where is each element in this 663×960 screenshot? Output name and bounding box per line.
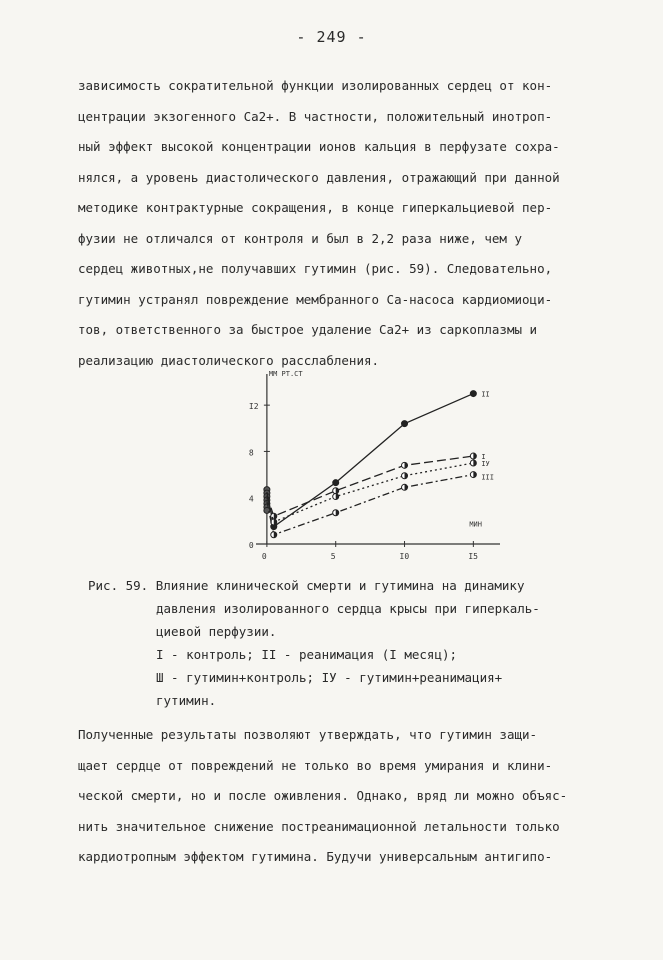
caption-line: давления изолированного сердца крысы при гиперкаль- — [156, 601, 540, 616]
text-line: ческой смерти, но и после оживления. Однако, вряд ли можно объяс- — [78, 788, 568, 803]
text-line: фузии не отличался от контроля и был в 2,2 раза ниже, чем у — [78, 230, 523, 246]
text-line: гутимин устранял повреждение мембранного Ca-насоса кардиомиоци- — [78, 291, 553, 307]
y-tick-label: I2 — [248, 402, 259, 412]
text-line: кардиотропным эффектом гутимина. Будучи универсальным антигипо- — [78, 849, 553, 864]
page-number: - 249 - — [296, 28, 367, 46]
text-line: реализацию диастолического расслабления. — [78, 352, 380, 368]
text-line: нить значительное снижение постреанимационной летальности только — [78, 818, 560, 834]
text-line: зависимость сократительной функции изолированных сердец от кон- — [78, 78, 553, 93]
caption-line: Рис. 59. Влияние клинической смерти и гутимина на динамику — [88, 578, 525, 593]
series-line — [267, 456, 473, 516]
text-line: Полученные результаты позволяют утверждать, что гутимин защи- — [78, 727, 538, 742]
paragraph-2 — [78, 720, 598, 873]
text-line: ный эффект высокой концентрации ионов кальция в перфузате сохра- — [78, 139, 560, 154]
text-line: сердец животных,не получавших гутимин (рис. 59). Следовательно, — [78, 261, 553, 276]
x-tick-label: I0 — [399, 552, 410, 559]
paragraph-1 — [78, 71, 598, 376]
text-line: щает сердце от повреждений не только во время умирания и клини- — [78, 757, 553, 773]
x-axis-label: МИН — [469, 520, 483, 529]
x-tick-label: 5 — [330, 552, 336, 559]
series-label: III — [481, 473, 495, 482]
text-line: тов, ответственного за быстрое удаление Ca2+ из саркоплазмы и — [78, 322, 538, 337]
x-tick-label: I5 — [468, 552, 478, 559]
y-tick-label: 4 — [248, 494, 254, 504]
caption-legend-line: Ш - гутимин+контроль; IУ - гутимин+реанимация+ — [156, 670, 503, 685]
text-line: методике контрактурные сокращения, в конце гиперкальциевой пер- — [78, 200, 553, 215]
x-tick-label: 0 — [261, 552, 267, 559]
series-line — [267, 475, 473, 535]
text-line: центрации экзогенного Ca2+. В частности, положительный инотроп- — [78, 108, 553, 124]
text-line: нялся, а уровень диастолического давления, отражающий при данной — [78, 169, 560, 185]
series-label: IУ — [481, 460, 490, 468]
y-tick-label: 0 — [248, 541, 254, 550]
data-point — [333, 480, 339, 486]
caption-line: циевой перфузии. — [156, 624, 277, 639]
series-line — [267, 463, 473, 522]
pressure-dynamics-chart — [222, 364, 522, 559]
series-label: I — [481, 453, 486, 462]
data-point — [470, 391, 476, 397]
figure-caption — [88, 574, 608, 712]
caption-legend-line: I - контроль; II - реанимация (I месяц); — [156, 647, 458, 662]
y-axis-label: ММ РТ.СТ — [268, 370, 303, 378]
y-tick-label: 8 — [248, 448, 254, 458]
data-point — [402, 421, 408, 427]
series-label: II — [481, 390, 490, 399]
caption-legend-line: гутимин. — [156, 693, 217, 708]
